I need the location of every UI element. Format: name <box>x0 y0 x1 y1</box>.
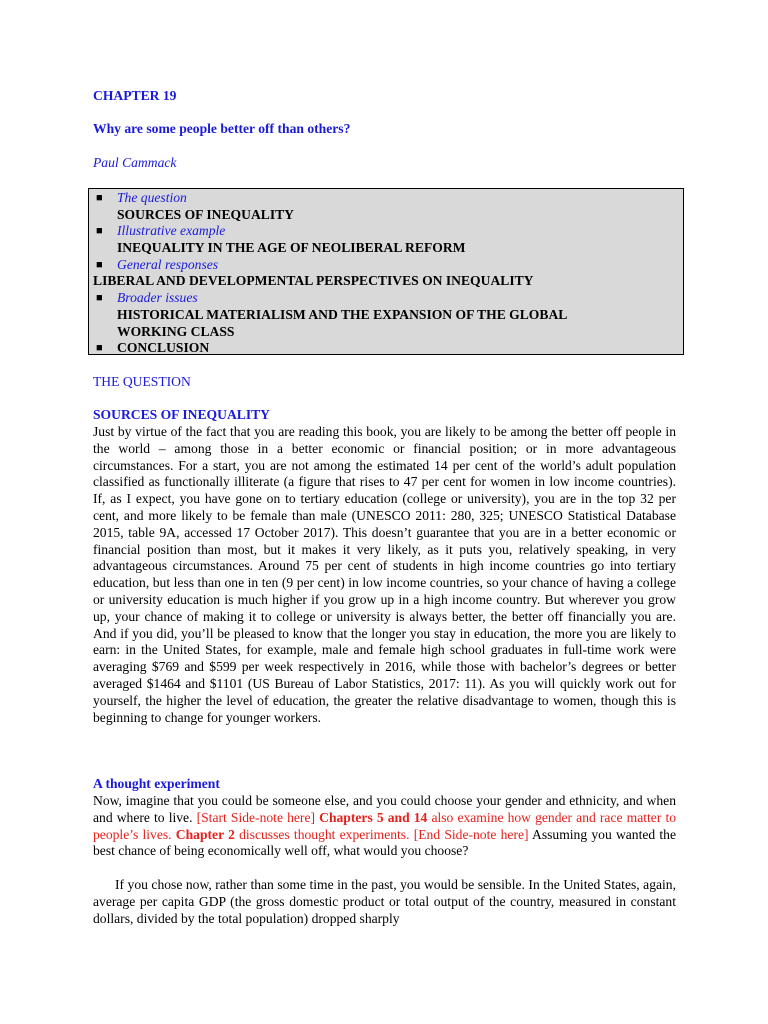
section-label: THE QUESTION <box>93 374 191 389</box>
outline-item <box>93 290 679 307</box>
square-bullet-icon: ■ <box>96 192 103 204</box>
square-bullet-icon: ■ <box>96 258 103 271</box>
square-bullet-icon: ■ <box>96 342 103 355</box>
chapter-number: CHAPTER 19 <box>93 88 177 103</box>
side-note-text: also examine how gender and race matter to people’s lives. <box>93 809 677 842</box>
outline-item-heading: HISTORICAL MATERIALISM AND THE EXPANSION OF THE GLOBAL <box>117 306 568 322</box>
paragraph-text: Assuming you wanted the best chance of being economically well off, what would you choose? <box>93 826 677 859</box>
outline-item <box>93 257 679 274</box>
subheading: A thought experiment <box>93 776 220 791</box>
body-paragraph <box>93 793 676 860</box>
outline-item-label: General responses <box>117 256 219 272</box>
section-heading: SOURCES OF INEQUALITY <box>93 407 271 422</box>
chapter-reference: Chapters 5 and 14 <box>319 809 428 825</box>
outline-item <box>93 223 679 240</box>
chapter-title: Why are some people better off than others? <box>93 121 351 136</box>
square-bullet-icon: ■ <box>96 225 103 238</box>
outline-item-label: Illustrative example <box>117 223 226 239</box>
side-note-text: discusses thought experiments. [End Side-note here] <box>239 826 529 842</box>
body-paragraph: If you chose now, rather than some time in the past, you would be sensible. In the United States, again, average per capita GDP (the gross domestic product or total output of the country, measured in constant dollars, divided by the total population) dropped sharply <box>93 877 676 926</box>
paragraph-text: Now, imagine that you could be someone else, and you could choose your gender and ethnicity, and when and where to live. <box>93 793 676 825</box>
outline-item <box>93 340 679 357</box>
outline-item <box>93 190 679 207</box>
body-paragraph: Just by virtue of the fact that you are reading this book, you are likely to be among the better off people in the world – among those in a better economic or financial position; or in more advantageous circumstances. For a start, you are not among the estimated 14 per cent of the world’s adult population classified as functionally illiterate (a figure that rises to 47 per cent for women in low income countries). If, as I expect, you have gone on to tertiary education (college or university), you are in the top 32 per cent, and more likely to be female than male (UNESCO 2011: 280, 325; UNESCO Statistical Database 2015, table 9A, accessed 17 October 2017). This doesn’t guarantee that you are in a better economic or financial position than most, but it makes it very likely, as it puts you, relatively speaking, in very advantageous circumstances. Around 75 per cent of students in high income countries go into tertiary education, but less than one in ten (9 per cent) in low income countries, so your chance of having a college or university education is much higher if you grow up in a high income country. But wherever you grow up, your chance of making it to college or university is always better, the better off financially you are. And if you did, you’ll be pleased to know that the longer you stay in education, the more you are likely to earn: in the United States, for example, male and female high school graduates in full-time work were averaging $769 and $599 per week respectively in 2016, while those with bachelor’s degrees or better averaged $1464 and $1101 (US Bureau of Labor Statistics, 2017: 11). As you will quickly work out for yourself, the higher the level of education, the greater the relative disadvantage to women, though this is beginning to change for younger workers. <box>93 424 676 725</box>
outline-item-heading: CONCLUSION <box>117 340 210 356</box>
chapter-outline-box <box>88 188 684 355</box>
outline-item-label: The question <box>117 190 187 205</box>
side-note-marker: [Start Side-note here] <box>196 809 316 825</box>
outline-item-heading-cont: WORKING CLASS <box>117 323 235 339</box>
outline-item-label: Broader issues <box>117 290 198 306</box>
outline-item-heading: SOURCES OF INEQUALITY <box>117 206 295 222</box>
outline-item-heading: INEQUALITY IN THE AGE OF NEOLIBERAL REFORM <box>117 240 466 256</box>
outline-item-heading: LIBERAL AND DEVELOPMENTAL PERSPECTIVES ON INEQUALITY <box>93 273 534 289</box>
author-name: Paul Cammack <box>93 155 177 170</box>
chapter-reference: Chapter 2 <box>175 826 235 842</box>
square-bullet-icon: ■ <box>96 292 103 305</box>
